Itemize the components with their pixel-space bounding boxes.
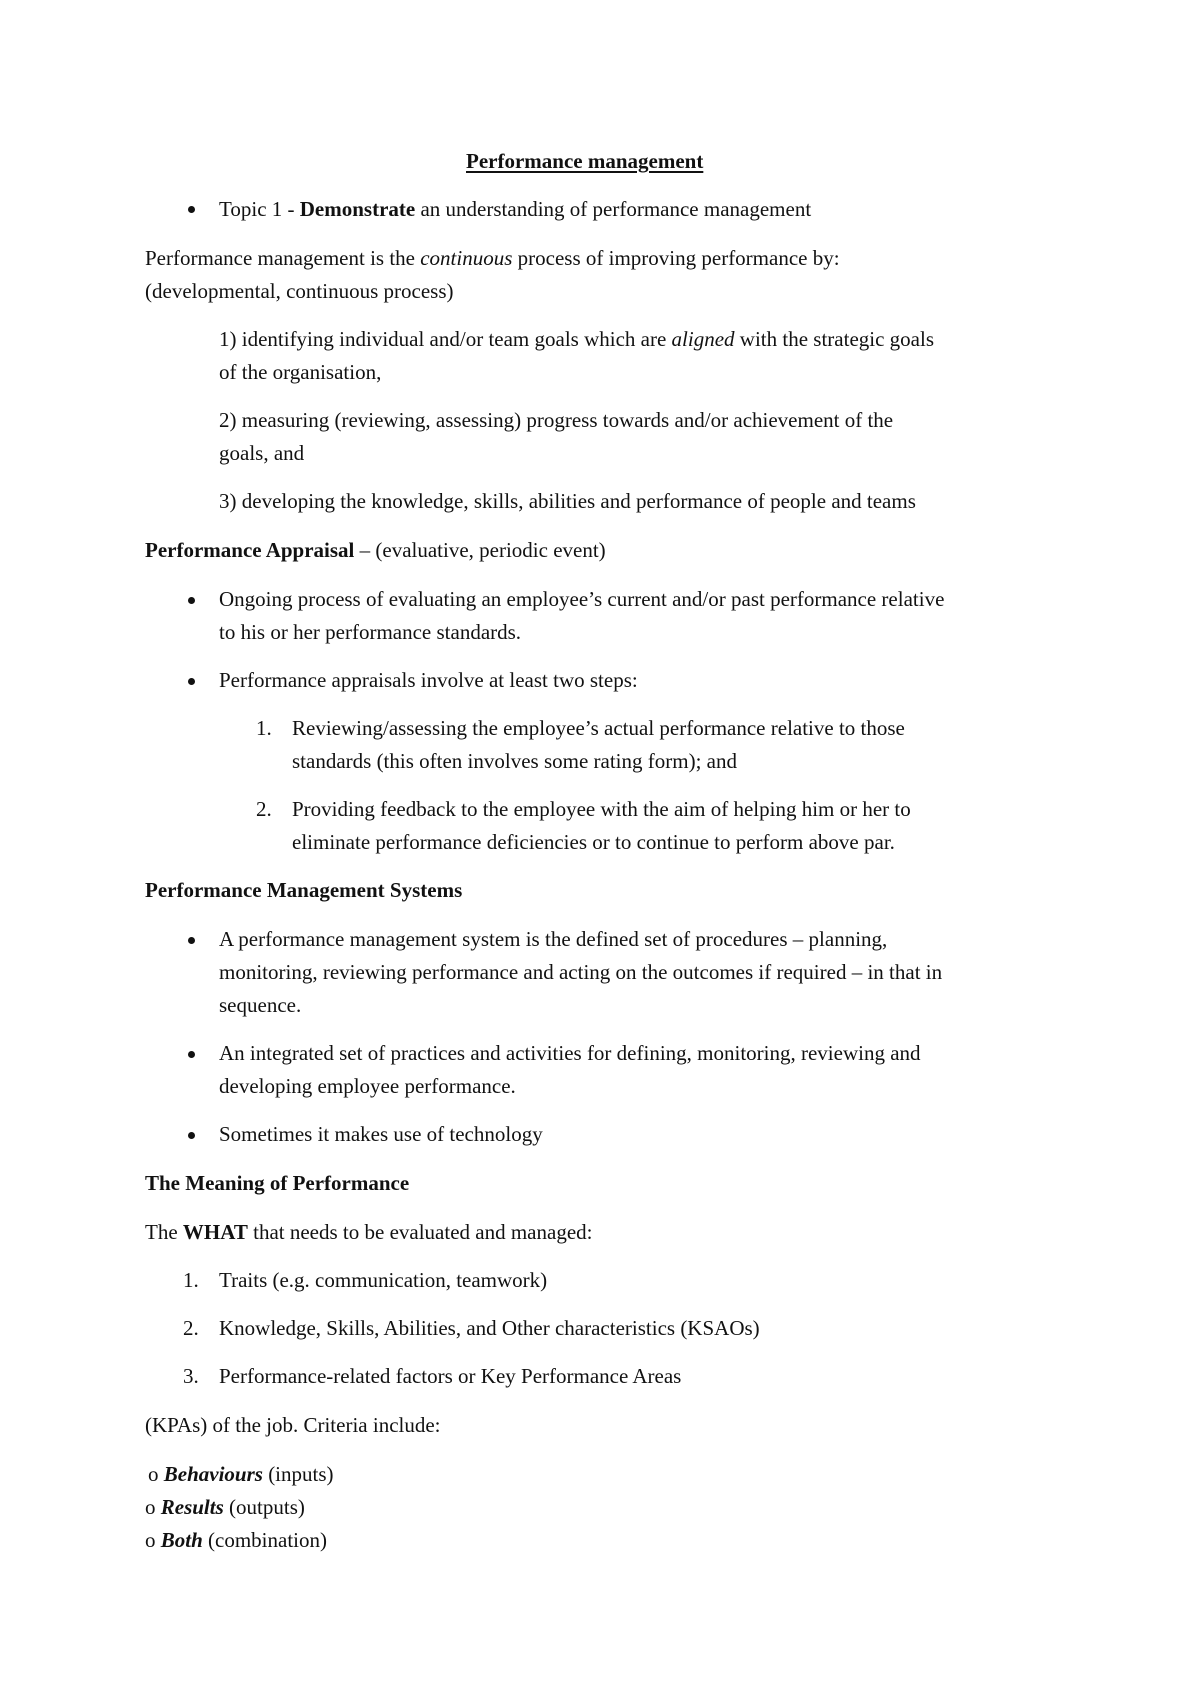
- definition-text: Performance management is the: [145, 246, 421, 270]
- step-2-line-2: goals, and: [219, 441, 305, 465]
- topic-bold: Demonstrate: [299, 197, 416, 221]
- appraisal-sub-1-number: 1.: [256, 716, 272, 740]
- topic-suffix: an understanding of performance management: [415, 197, 812, 221]
- appraisal-bullet-2: Performance appraisals involve at least two steps:: [219, 668, 638, 692]
- bullet-icon: [188, 206, 195, 213]
- step-1-line-1: [219, 329, 934, 350]
- criteria-term: Behaviours: [163, 1462, 263, 1486]
- criteria-note: (combination): [202, 1528, 327, 1552]
- topic-line: [219, 199, 811, 220]
- criteria-marker: o: [148, 1462, 164, 1486]
- meaning-intro-bold: WHAT: [182, 1220, 248, 1244]
- meaning-heading: The Meaning of Performance: [145, 1171, 410, 1195]
- criteria-results: [145, 1497, 305, 1518]
- appraisal-sub-1-line-2: standards (this often involves some rating form); and: [292, 749, 737, 773]
- definition-text-2: process of improving performance by:: [512, 246, 840, 270]
- appraisal-sub-1-line-1: Reviewing/assessing the employee’s actual performance relative to those: [292, 716, 905, 740]
- criteria-both: [145, 1530, 327, 1551]
- systems-bullet-3: Sometimes it makes use of technology: [219, 1122, 543, 1146]
- appraisal-bullet-1-line-2: to his or her performance standards.: [219, 620, 522, 644]
- step-1-text-2: with the strategic goals: [734, 327, 934, 351]
- meaning-item-1-number: 1.: [183, 1268, 199, 1292]
- bullet-icon: [188, 937, 195, 944]
- kpas-line: (KPAs) of the job. Criteria include:: [145, 1413, 441, 1437]
- meaning-item-3: Performance-related factors or Key Performance Areas: [219, 1364, 682, 1388]
- appraisal-sub-2-number: 2.: [256, 797, 272, 821]
- definition-line-2: (developmental, continuous process): [145, 279, 454, 303]
- step-2-line-1: 2) measuring (reviewing, assessing) progress towards and/or achievement of the: [219, 408, 894, 432]
- meaning-item-2: Knowledge, Skills, Abilities, and Other characteristics (KSAOs): [219, 1316, 760, 1340]
- definition-line-1: [145, 248, 840, 269]
- meaning-intro-text: The: [145, 1220, 183, 1244]
- criteria-note: (outputs): [223, 1495, 305, 1519]
- systems-bullet-2-line-1: An integrated set of practices and activities for defining, monitoring, reviewing and: [219, 1041, 921, 1065]
- step-3-line: 3) developing the knowledge, skills, abilities and performance of people and teams: [219, 489, 916, 513]
- bullet-icon: [188, 678, 195, 685]
- criteria-term: Both: [160, 1528, 203, 1552]
- criteria-marker: o: [145, 1495, 161, 1519]
- systems-bullet-1-line-2: monitoring, reviewing performance and acting on the outcomes if required – in that in: [219, 960, 943, 984]
- step-1-line-2: of the organisation,: [219, 360, 382, 384]
- definition-italic: continuous: [420, 246, 513, 270]
- criteria-note: (inputs): [262, 1462, 334, 1486]
- appraisal-heading-line: [145, 540, 606, 561]
- page-title: Performance management: [466, 149, 704, 173]
- step-1-italic: aligned: [671, 327, 735, 351]
- meaning-item-1: Traits (e.g. communication, teamwork): [219, 1268, 548, 1292]
- meaning-item-3-number: 3.: [183, 1364, 199, 1388]
- criteria-behaviours: [148, 1464, 334, 1485]
- meaning-intro-text-2: that needs to be evaluated and managed:: [247, 1220, 593, 1244]
- systems-bullet-2-line-2: developing employee performance.: [219, 1074, 516, 1098]
- meaning-intro: [145, 1222, 592, 1243]
- bullet-icon: [188, 1051, 195, 1058]
- appraisal-heading-suffix: – (evaluative, periodic event): [354, 538, 606, 562]
- systems-bullet-1-line-1: A performance management system is the defined set of procedures – planning,: [219, 927, 888, 951]
- topic-prefix: Topic 1 -: [219, 197, 300, 221]
- systems-bullet-1-line-3: sequence.: [219, 993, 302, 1017]
- systems-heading: Performance Management Systems: [145, 878, 463, 902]
- criteria-term: Results: [160, 1495, 224, 1519]
- step-1-text: 1) identifying individual and/or team goals which are: [219, 327, 672, 351]
- appraisal-sub-2-line-1: Providing feedback to the employee with the aim of helping him or her to: [292, 797, 911, 821]
- appraisal-heading: Performance Appraisal: [145, 538, 355, 562]
- bullet-icon: [188, 597, 195, 604]
- appraisal-sub-2-line-2: eliminate performance deficiencies or to continue to perform above par.: [292, 830, 895, 854]
- appraisal-bullet-1-line-1: Ongoing process of evaluating an employee’s current and/or past performance relative: [219, 587, 945, 611]
- bullet-icon: [188, 1132, 195, 1139]
- criteria-marker: o: [145, 1528, 161, 1552]
- meaning-item-2-number: 2.: [183, 1316, 199, 1340]
